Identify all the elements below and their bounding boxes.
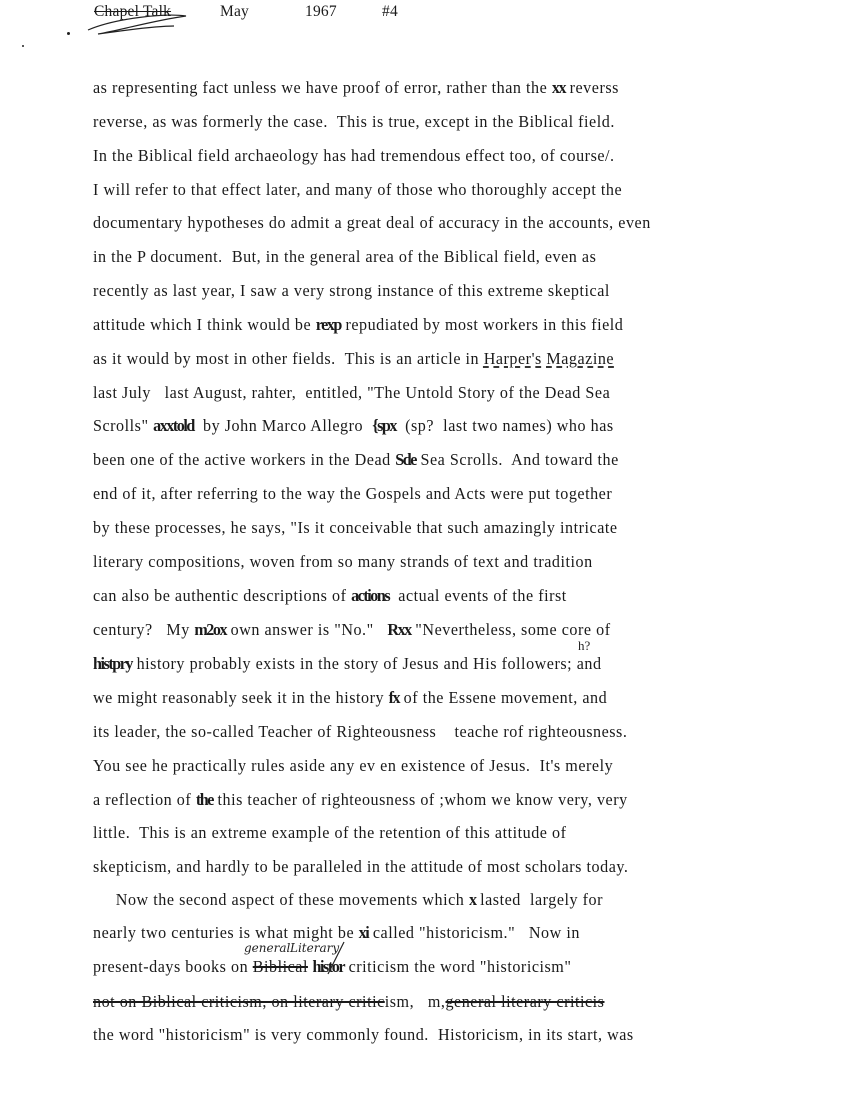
text-line (93, 213, 651, 232)
text-span: its leader, the so-called Teacher of Righteousness teache rof righteousness. (93, 722, 628, 741)
text-span: "Nevertheless, some core of (410, 620, 611, 639)
header-year: 1967 (305, 3, 337, 20)
text-span: nearly two centuries is what might be (93, 923, 359, 942)
text-line (93, 180, 622, 199)
text-line (93, 112, 615, 131)
text-span: repudiated by most workers in this field (340, 315, 624, 334)
text-line (93, 722, 627, 741)
header-month: May (220, 3, 250, 20)
text-line (93, 416, 614, 435)
text-span: by John Marco Allegro (193, 416, 373, 435)
text-span: recently as last year, I saw a very strong instance of this extreme skeptical (93, 281, 610, 300)
text-line (93, 857, 628, 876)
typed-over-text: Sde (395, 450, 416, 469)
typed-over-text: Rxx (387, 620, 411, 639)
typed-over-text: xi (358, 923, 369, 942)
text-span: end of it, after referring to the way the Gospels and Acts were put together (93, 484, 613, 503)
typed-over-text: axxtold (153, 416, 194, 435)
text-span: in the P document. But, in the general area of the Biblical field, even as (93, 247, 597, 266)
text-span: documentary hypotheses do admit a great deal of accuracy in the accounts, even (93, 213, 651, 232)
underlined-text: Harper's (483, 349, 542, 368)
text-span: as it would by most in other fields. This is an article in (93, 349, 484, 368)
text-line (93, 688, 607, 707)
text-line (93, 620, 611, 639)
text-line (93, 484, 612, 503)
text-span: present-days books on (93, 957, 253, 976)
text-line (93, 383, 610, 402)
stray-mark (67, 32, 70, 35)
text-span: little. This is an extreme example of the retention of this attitude of (93, 823, 567, 842)
text-span: Scrolls" (93, 416, 154, 435)
text-span: been one of the active workers in the Dead (93, 450, 396, 469)
struck-text: general literary criticis (445, 992, 605, 1011)
text-span: by these processes, he says, "Is it conceivable that such amazingly intricate (93, 518, 618, 537)
header-number: #4 (382, 3, 398, 20)
text-line (93, 315, 623, 334)
text-span: actual events of the first (389, 586, 567, 605)
typed-over-text: the (195, 790, 213, 809)
typed-over-text: rexp (315, 315, 341, 334)
typed-over-text: actions (351, 586, 390, 605)
stray-mark (22, 45, 24, 47)
handwritten-general: general (244, 941, 291, 955)
text-line (93, 518, 618, 537)
struck-text: not on Biblical criticism, on literary critic (93, 992, 385, 1011)
text-line (93, 823, 566, 842)
typed-over-text: histor (312, 957, 345, 976)
text-span: own answer is "No." (226, 620, 388, 639)
text-line (93, 146, 615, 165)
text-line (93, 349, 614, 368)
text-span: Sea Scrolls. And toward the (415, 450, 619, 469)
text-span: can also be authentic descriptions of (93, 586, 352, 605)
text-span: called "historicism." Now in (368, 923, 580, 942)
text-span: lasted largely for (475, 890, 604, 909)
text-line (93, 890, 603, 909)
text-line (93, 450, 619, 469)
underlined-text: Magazine (546, 349, 615, 368)
text-line (93, 552, 593, 571)
text-span: we might reasonably seek it in the history (93, 688, 389, 707)
text-span: In the Biblical field archaeology has had tremendous effect too, of course/. (93, 146, 615, 165)
typed-over-text: m2ox (194, 620, 227, 639)
text-span: history probably exists in the story of Jesus and His followers; and (132, 654, 602, 673)
text-line (93, 281, 610, 300)
text-line (93, 1025, 634, 1044)
typed-over-text: histpry (93, 654, 133, 673)
typed-over-text: {spx (372, 416, 397, 435)
header-title-text: Chapel Talk (94, 3, 172, 20)
scribble-mark (86, 8, 196, 36)
text-line (93, 790, 628, 809)
text-span: literary compositions, woven from so many strands of text and tradition (93, 552, 593, 571)
text-span: Now the second aspect of these movements which (93, 890, 469, 909)
text-line (93, 586, 567, 605)
text-span: the word "historicism" is very commonly found. Historicism, in its start, was (93, 1025, 634, 1044)
text-span: reverss (565, 78, 619, 97)
text-span: as representing fact unless we have proof of error, rather than the (93, 78, 552, 97)
text-span: criticism the word "historicism" (344, 957, 572, 976)
text-span: a reflection of (93, 790, 196, 809)
text-span: last July last August, rahter, entitled, "The Untold Story of the Dead Sea (93, 383, 611, 402)
text-span: (sp? last two names) who has (396, 416, 614, 435)
text-span: attitude which I think would be (93, 315, 316, 334)
text-span: I will refer to that effect later, and many of those who thoroughly accept the (93, 180, 623, 199)
text-line (93, 78, 619, 97)
text-line (93, 992, 604, 1011)
text-span: ism, (384, 992, 428, 1011)
handwritten-literary: Literary (290, 941, 340, 955)
text-span: of the Essene movement, and (399, 688, 608, 707)
caret-mark (322, 940, 348, 976)
text-span: You see he practically rules aside any ev en existence of Jesus. It's merely (93, 756, 614, 775)
text-span: century? My (93, 620, 195, 639)
text-span: skepticism, and hardly to be paralleled in the attitude of most scholars today. (93, 857, 629, 876)
text-line (93, 654, 602, 673)
text-line (93, 247, 596, 266)
text-span: m, (427, 992, 446, 1011)
struck-text: Biblical (252, 957, 308, 976)
text-span: reverse, as was formerly the case. This is true, except in the Biblical field. (93, 112, 615, 131)
typed-over-text: x (468, 890, 476, 909)
interline-note: h? (578, 638, 591, 653)
typed-over-text: xx (551, 78, 566, 97)
text-line (93, 756, 613, 775)
typed-over-text: fx (388, 688, 400, 707)
text-span: this teacher of righteousness of ;whom we know very, very (212, 790, 628, 809)
